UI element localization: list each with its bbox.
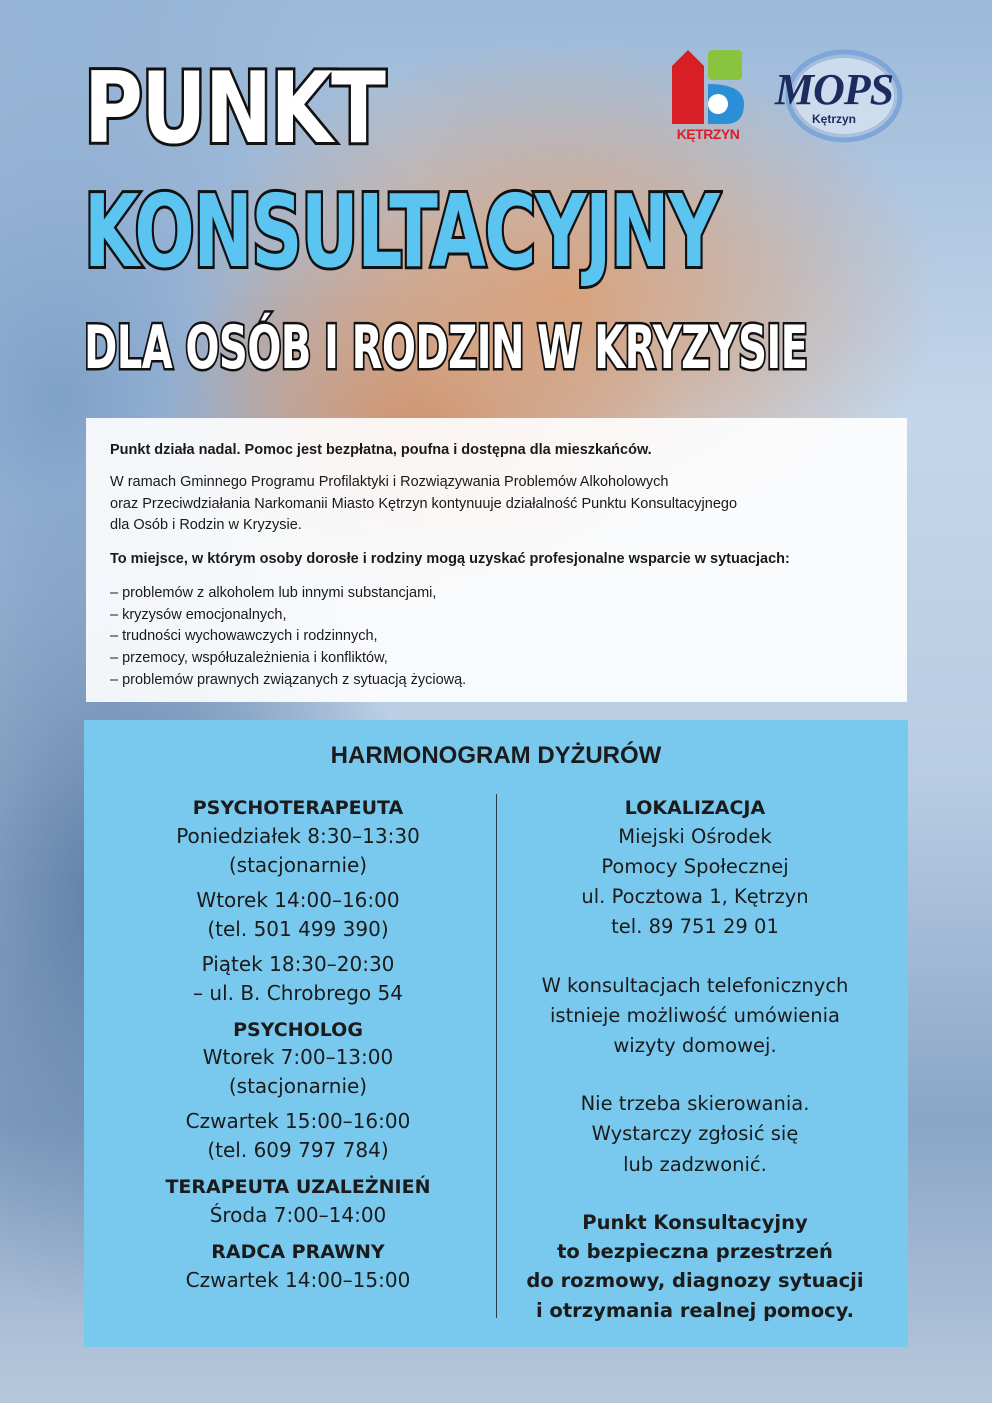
info-intro: Punkt działa nadal. Pomoc jest bezpłatna, poufna i dostępna dla mieszkańców. (110, 442, 652, 458)
schedule-line: (stacjonarnie) (228, 852, 368, 877)
list-item: – trudności wychowawczych i rodzinnych, (110, 628, 378, 645)
location-line: ul. Pocztowa 1, Kętrzyn (581, 885, 809, 909)
schedule-right-column (496, 796, 894, 1325)
location-line: Miejski Ośrodek (618, 824, 772, 848)
referral-note-line: Nie trzeba skierowania. (580, 1092, 810, 1116)
phone-note-line: istnieje możliwość umówienia (550, 1003, 840, 1027)
schedule-line: Wtorek 14:00–16:00 (196, 887, 400, 912)
info-paragraph (110, 472, 883, 537)
schedule-line: (tel. 609 797 784) (207, 1138, 389, 1163)
list-item: – problemów z alkoholem lub innymi substancjami, (110, 584, 437, 601)
list-item: – przemocy, współuzależnienia i konfliktów, (110, 650, 388, 666)
phone-note-line: wizyty domowej. (613, 1033, 777, 1057)
info-panel (86, 418, 907, 702)
location-phone: tel. 89 751 29 01 (611, 915, 779, 939)
closing-line: to bezpieczna przestrzeń (557, 1240, 833, 1264)
schedule-line: Środa 7:00–14:00 (209, 1202, 387, 1227)
support-heading: To miejsce, w którym osoby dorosłe i rodziny mogą uzyskać profesjonalne wsparcie w sytuacjach: (110, 551, 790, 567)
schedule-title: HARMONOGRAM DYŻURÓW (330, 742, 662, 769)
mops-logo-text: MOPS (774, 65, 894, 114)
closing-line: i otrzymania realnej pomocy. (535, 1298, 855, 1322)
mops-logo-city: Kętrzyn (811, 112, 856, 126)
referral-note-line: lub zadzwonić. (623, 1152, 767, 1176)
info-paragraph-line2: oraz Przeciwdziałania Narkomanii Miasto Kętrzyn kontynuuje działalność Punktu Konsultacyjnego (110, 495, 738, 512)
info-paragraph-line3: dla Osób i Rodzin w Kryzysie. (110, 517, 302, 534)
schedule-line: – ul. B. Chrobrego 54 (193, 980, 403, 1005)
referral-note-line: Wystarczy zgłosić się (591, 1122, 799, 1146)
title-line-konsultacyjny: KONSULTACYJNY (84, 173, 719, 290)
schedule-line: Czwartek 14:00–15:00 (185, 1267, 411, 1292)
schedule-left-column (98, 796, 498, 1295)
title-line-punkt: PUNKT (84, 52, 385, 166)
schedule-line: Poniedziałek 8:30–13:30 (176, 823, 420, 848)
location-line: Pomocy Społecznej (601, 854, 789, 878)
info-paragraph-line1: W ramach Gminnego Programu Profilaktyki i Rozwiązywania Problemów Alkoholowych (110, 473, 669, 490)
schedule-line: Wtorek 7:00–13:00 (202, 1045, 394, 1070)
role-psycholog: PSYCHOLOG (233, 1018, 363, 1041)
phone-note-line: W konsultacjach telefonicznych (541, 973, 849, 997)
support-list (110, 583, 883, 692)
schedule-panel (84, 720, 908, 1347)
role-psychoterapeuta: PSYCHOTERAPEUTA (192, 797, 404, 819)
schedule-line: (tel. 501 499 390) (207, 916, 389, 941)
mops-logo (762, 46, 906, 150)
location-heading: LOKALIZACJA (624, 797, 766, 819)
ketrzyn-city-logo (668, 44, 748, 148)
closing-line: do rozmowy, diagnozy sytuacji (526, 1269, 864, 1293)
role-radca: RADCA PRAWNY (211, 1240, 385, 1263)
list-item: – kryzysów emocjonalnych, (110, 606, 287, 623)
closing-line: Punkt Konsultacyjny (582, 1210, 808, 1234)
ketrzyn-emblem-icon (668, 44, 748, 126)
list-item: – problemów prawnych związanych z sytuacją życiową. (110, 671, 467, 688)
ketrzyn-logo-label: KĘTRZYN (676, 126, 740, 142)
schedule-line: Piątek 18:30–20:30 (201, 951, 395, 976)
role-terapeuta: TERAPEUTA UZALEŻNIEŃ (165, 1176, 431, 1199)
schedule-line: (stacjonarnie) (228, 1074, 368, 1099)
schedule-line: Czwartek 15:00–16:00 (185, 1109, 411, 1134)
subtitle-crisis: DLA OSÓB I RODZIN W KRYZYSIE (84, 313, 808, 383)
